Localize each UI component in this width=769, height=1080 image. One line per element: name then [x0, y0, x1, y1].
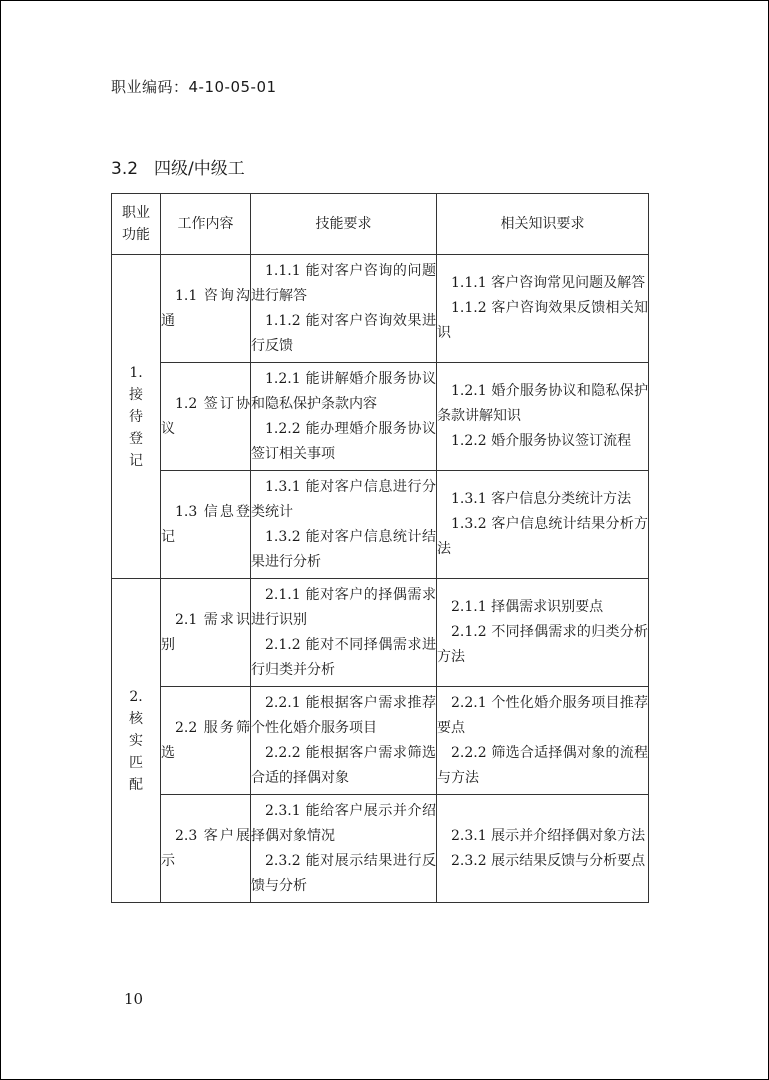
table-row — [112, 255, 649, 363]
section-heading — [111, 154, 245, 179]
work-cell: 2.3 客户展示 — [161, 795, 251, 903]
function-cell: 1. 接 待 登 记 — [112, 255, 161, 579]
table-header-row — [112, 194, 649, 255]
table-row — [112, 579, 649, 687]
knowledge-cell: 1.3.1 客户信息分类统计方法 1.3.2 客户信息统计结果分析方法 — [437, 471, 649, 579]
occupation-code: 职业编码：4-10-05-01 — [111, 78, 277, 96]
skills-cell: 2.3.1 能给客户展示并介绍择偶对象情况 2.3.2 能对展示结果进行反馈与分析 — [251, 795, 437, 903]
header-skills: 技能要求 — [251, 194, 437, 255]
header-work: 工作内容 — [161, 194, 251, 255]
work-cell: 1.2 签订协议 — [161, 363, 251, 471]
knowledge-cell: 2.3.1 展示并介绍择偶对象方法 2.3.2 展示结果反馈与分析要点 — [437, 795, 649, 903]
skills-cell: 1.3.1 能对客户信息进行分类统计 1.3.2 能对客户信息统计结果进行分析 — [251, 471, 437, 579]
knowledge-cell: 1.1.1 客户咨询常见问题及解答 1.1.2 客户咨询效果反馈相关知识 — [437, 255, 649, 363]
page-number: 10 — [124, 990, 144, 1008]
function-cell: 2. 核 实 匹 配 — [112, 579, 161, 903]
table-row — [112, 687, 649, 795]
skills-table — [111, 193, 649, 903]
knowledge-cell: 1.2.1 婚介服务协议和隐私保护条款讲解知识 1.2.2 婚介服务协议签订流程 — [437, 363, 649, 471]
header-function: 职业功能 — [112, 194, 161, 255]
skills-cell: 2.2.1 能根据客户需求推荐个性化婚介服务项目 2.2.2 能根据客户需求筛选合适的择偶对象 — [251, 687, 437, 795]
section-number: 3.2 — [111, 159, 139, 179]
work-cell: 2.2 服务筛选 — [161, 687, 251, 795]
skills-cell: 1.2.1 能讲解婚介服务协议和隐私保护条款内容 1.2.2 能办理婚介服务协议签订相关事项 — [251, 363, 437, 471]
header-knowledge: 相关知识要求 — [437, 194, 649, 255]
table-row — [112, 363, 649, 471]
work-cell: 2.1 需求识别 — [161, 579, 251, 687]
knowledge-cell: 2.2.1 个性化婚介服务项目推荐要点 2.2.2 筛选合适择偶对象的流程与方法 — [437, 687, 649, 795]
table-row — [112, 471, 649, 579]
skills-cell: 2.1.1 能对客户的择偶需求进行识别 2.1.2 能对不同择偶需求进行归类并分析 — [251, 579, 437, 687]
section-title: 四级/中级工 — [154, 159, 245, 179]
work-cell: 1.1 咨询沟通 — [161, 255, 251, 363]
skills-cell: 1.1.1 能对客户咨询的问题进行解答 1.1.2 能对客户咨询效果进行反馈 — [251, 255, 437, 363]
table-row — [112, 795, 649, 903]
work-cell: 1.3 信息登记 — [161, 471, 251, 579]
knowledge-cell: 2.1.1 择偶需求识别要点 2.1.2 不同择偶需求的归类分析方法 — [437, 579, 649, 687]
